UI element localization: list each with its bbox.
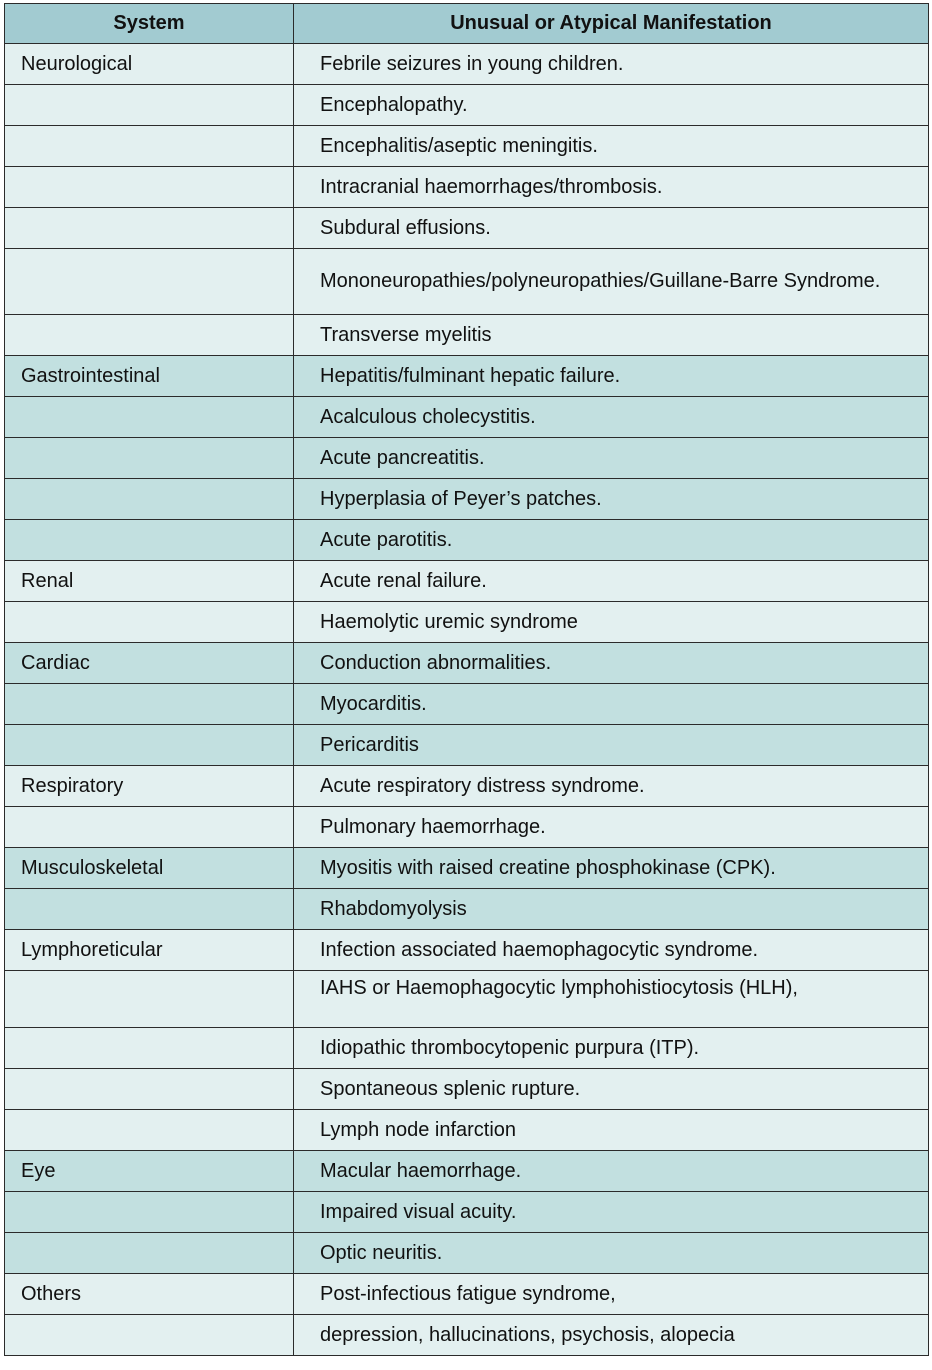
table-row	[5, 126, 929, 167]
manifestation-cell: Infection associated haemophagocytic syndrome.	[294, 930, 929, 971]
manifestation-cell: Spontaneous splenic rupture.	[294, 1069, 929, 1110]
manifestation-cell: Lymph node infarction	[294, 1110, 929, 1151]
system-cell	[5, 479, 294, 520]
table-row	[5, 249, 929, 315]
table-row	[5, 848, 929, 889]
header-row	[5, 4, 929, 44]
table-row	[5, 167, 929, 208]
table-row	[5, 315, 929, 356]
manifestation-cell: Macular haemorrhage.	[294, 1151, 929, 1192]
system-cell	[5, 807, 294, 848]
system-cell	[5, 1315, 294, 1356]
manifestation-cell: Mononeuropathies/polyneuropathies/Guillane-Barre Syndrome.	[294, 249, 929, 315]
manifestations-table	[4, 3, 929, 1356]
manifestation-cell: Acute parotitis.	[294, 520, 929, 561]
table-row	[5, 208, 929, 249]
table-body	[5, 44, 929, 1356]
system-cell	[5, 725, 294, 766]
system-cell: Others	[5, 1274, 294, 1315]
table-row	[5, 438, 929, 479]
manifestation-cell: Impaired visual acuity.	[294, 1192, 929, 1233]
manifestation-cell: Acute pancreatitis.	[294, 438, 929, 479]
manifestation-cell: Pulmonary haemorrhage.	[294, 807, 929, 848]
table-row	[5, 766, 929, 807]
table-row	[5, 889, 929, 930]
system-cell	[5, 167, 294, 208]
manifestation-cell: Acute respiratory distress syndrome.	[294, 766, 929, 807]
table-row	[5, 397, 929, 438]
manifestation-cell: Acute renal failure.	[294, 561, 929, 602]
manifestation-cell: Myositis with raised creatine phosphokinase (CPK).	[294, 848, 929, 889]
system-cell: Cardiac	[5, 643, 294, 684]
system-cell: Respiratory	[5, 766, 294, 807]
manifestation-cell: Subdural effusions.	[294, 208, 929, 249]
manifestation-cell: Rhabdomyolysis	[294, 889, 929, 930]
table-row	[5, 1315, 929, 1356]
system-cell	[5, 971, 294, 1028]
manifestation-cell: Pericarditis	[294, 725, 929, 766]
table-row	[5, 1069, 929, 1110]
table-row	[5, 930, 929, 971]
manifestation-cell: Hepatitis/fulminant hepatic failure.	[294, 356, 929, 397]
manifestation-cell: IAHS or Haemophagocytic lymphohistiocytosis (HLH),	[294, 971, 929, 1028]
manifestation-cell: Febrile seizures in young children.	[294, 44, 929, 85]
table-row	[5, 1151, 929, 1192]
system-cell	[5, 208, 294, 249]
system-cell	[5, 520, 294, 561]
table-row	[5, 561, 929, 602]
table-row	[5, 44, 929, 85]
system-cell: Neurological	[5, 44, 294, 85]
table-row	[5, 684, 929, 725]
manifestation-cell: Hyperplasia of Peyer’s patches.	[294, 479, 929, 520]
manifestation-cell: Haemolytic uremic syndrome	[294, 602, 929, 643]
system-cell: Musculoskeletal	[5, 848, 294, 889]
system-cell: Gastrointestinal	[5, 356, 294, 397]
manifestation-cell: Idiopathic thrombocytopenic purpura (ITP).	[294, 1028, 929, 1069]
manifestation-cell: Optic neuritis.	[294, 1233, 929, 1274]
manifestation-cell: Myocarditis.	[294, 684, 929, 725]
table-row	[5, 807, 929, 848]
header-system: System	[5, 4, 294, 44]
manifestation-cell: Post-infectious fatigue syndrome,	[294, 1274, 929, 1315]
table-row	[5, 602, 929, 643]
table-row	[5, 1274, 929, 1315]
system-cell: Eye	[5, 1151, 294, 1192]
manifestation-cell: Intracranial haemorrhages/thrombosis.	[294, 167, 929, 208]
system-cell	[5, 1069, 294, 1110]
table-row	[5, 1028, 929, 1069]
system-cell	[5, 438, 294, 479]
table-row	[5, 971, 929, 1028]
table-row	[5, 1192, 929, 1233]
system-cell	[5, 602, 294, 643]
table-row	[5, 356, 929, 397]
table-row	[5, 643, 929, 684]
header-manifestation: Unusual or Atypical Manifestation	[294, 4, 929, 44]
manifestation-cell: Conduction abnormalities.	[294, 643, 929, 684]
system-cell	[5, 249, 294, 315]
system-cell	[5, 397, 294, 438]
system-cell	[5, 1233, 294, 1274]
table-row	[5, 520, 929, 561]
table-row	[5, 1233, 929, 1274]
system-cell: Renal	[5, 561, 294, 602]
system-cell: Lymphoreticular	[5, 930, 294, 971]
system-cell	[5, 85, 294, 126]
system-cell	[5, 1192, 294, 1233]
manifestation-cell: depression, hallucinations, psychosis, alopecia	[294, 1315, 929, 1356]
manifestation-cell: Transverse myelitis	[294, 315, 929, 356]
system-cell	[5, 889, 294, 930]
manifestation-cell: Encephalopathy.	[294, 85, 929, 126]
system-cell	[5, 1028, 294, 1069]
table-row	[5, 1110, 929, 1151]
manifestation-cell: Acalculous cholecystitis.	[294, 397, 929, 438]
system-cell	[5, 126, 294, 167]
table-row	[5, 725, 929, 766]
system-cell	[5, 684, 294, 725]
system-cell	[5, 1110, 294, 1151]
table-row	[5, 85, 929, 126]
system-cell	[5, 315, 294, 356]
manifestation-cell: Encephalitis/aseptic meningitis.	[294, 126, 929, 167]
table-row	[5, 479, 929, 520]
